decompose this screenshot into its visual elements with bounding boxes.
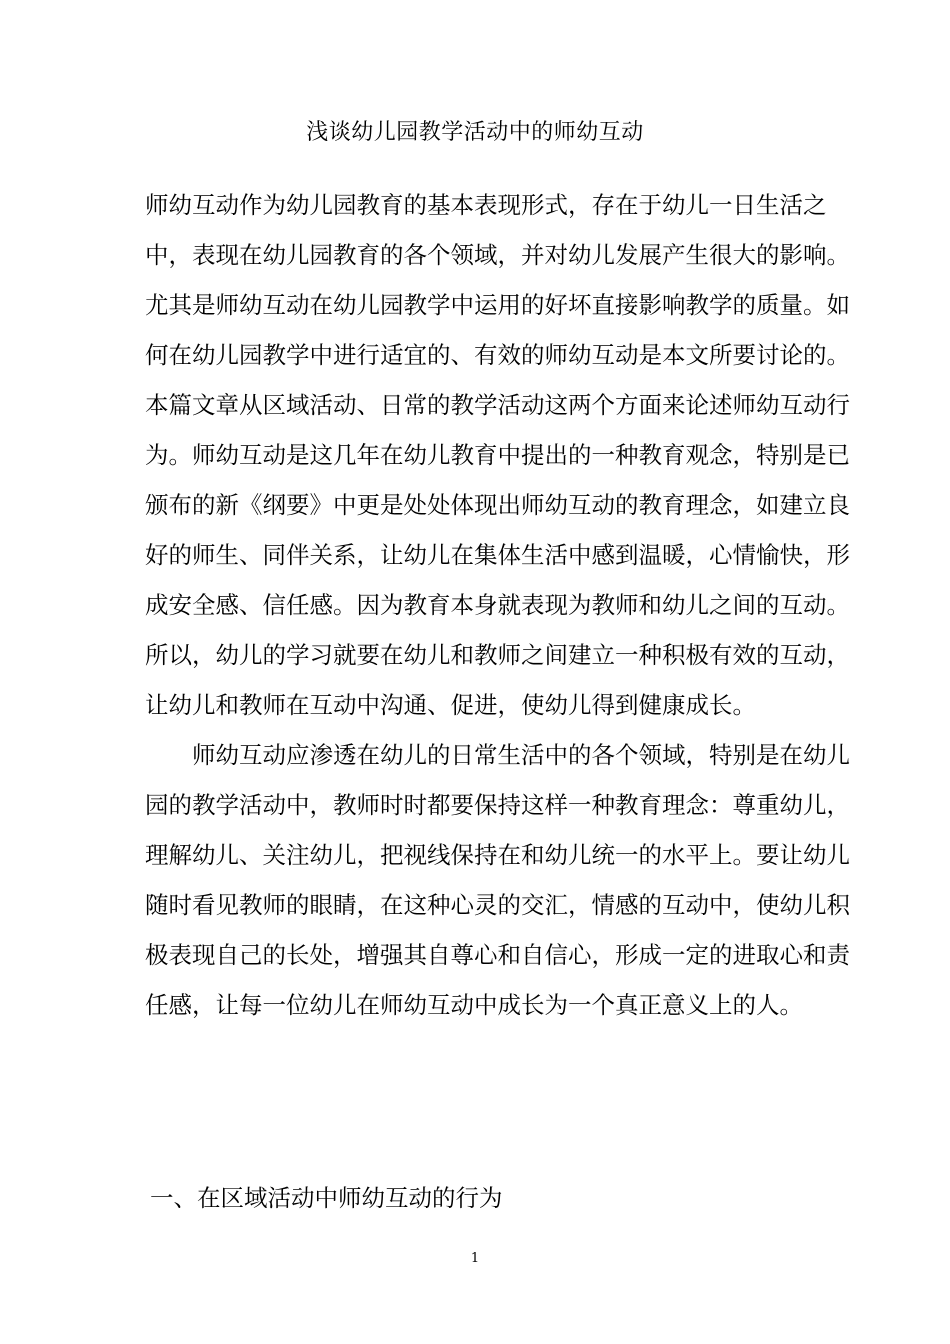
page-number: 1 [470, 1251, 480, 1266]
paragraph-line: 理解幼儿、关注幼儿，把视线保持在和幼儿统一的水平上。要让幼儿 [145, 841, 850, 869]
paragraph-line: 极表现自己的长处，增强其自尊心和自信心，形成一定的进取心和责 [145, 941, 850, 969]
paragraph-line: 成安全感、信任感。因为教育本身就表现为教师和幼儿之间的互动。 [145, 591, 850, 619]
paragraph-line: 颁布的新《纲要》中更是处处体现出师幼互动的教育理念，如建立良 [145, 491, 850, 519]
paragraph-line: 为。师幼互动是这几年在幼儿教育中提出的一种教育观念，特别是已 [145, 441, 850, 469]
paragraph-line: 任感，让每一位幼儿在师幼互动中成长为一个真正意义上的人。 [145, 991, 803, 1019]
section-heading: 一、在区域活动中师幼互动的行为 [150, 1184, 503, 1212]
paragraph-2 [145, 730, 850, 1030]
paragraph-line: 所以，幼儿的学习就要在幼儿和教师之间建立一种积极有效的互动， [145, 641, 850, 669]
paragraph-1 [145, 180, 850, 730]
paragraph-line: 园的教学活动中，教师时时都要保持这样一种教育理念：尊重幼儿， [145, 791, 850, 819]
paragraph-line: 本篇文章从区域活动、日常的教学活动这两个方面来论述师幼互动行 [145, 391, 850, 419]
paragraph-line: 随时看见教师的眼睛，在这种心灵的交汇，情感的互动中，使幼儿积 [145, 891, 850, 919]
paragraph-line: 让幼儿和教师在互动中沟通、促进，使幼儿得到健康成长。 [145, 691, 756, 719]
paragraph-line: 师幼互动应渗透在幼儿的日常生活中的各个领域，特别是在幼儿 [145, 741, 850, 769]
paragraph-line: 中，表现在幼儿园教育的各个领域，并对幼儿发展产生很大的影响。 [145, 241, 850, 269]
paragraph-line: 何在幼儿园教学中进行适宜的、有效的师幼互动是本文所要讨论的。 [145, 341, 850, 369]
paragraph-line: 好的师生、同伴关系，让幼儿在集体生活中感到温暖，心情愉快，形 [145, 541, 850, 569]
document-title: 浅谈幼儿园教学活动中的师幼互动 [306, 120, 644, 145]
paragraph-line: 尤其是师幼互动在幼儿园教学中运用的好坏直接影响教学的质量。如 [145, 291, 850, 319]
paragraph-line: 师幼互动作为幼儿园教育的基本表现形式，存在于幼儿一日生活之 [145, 191, 827, 219]
